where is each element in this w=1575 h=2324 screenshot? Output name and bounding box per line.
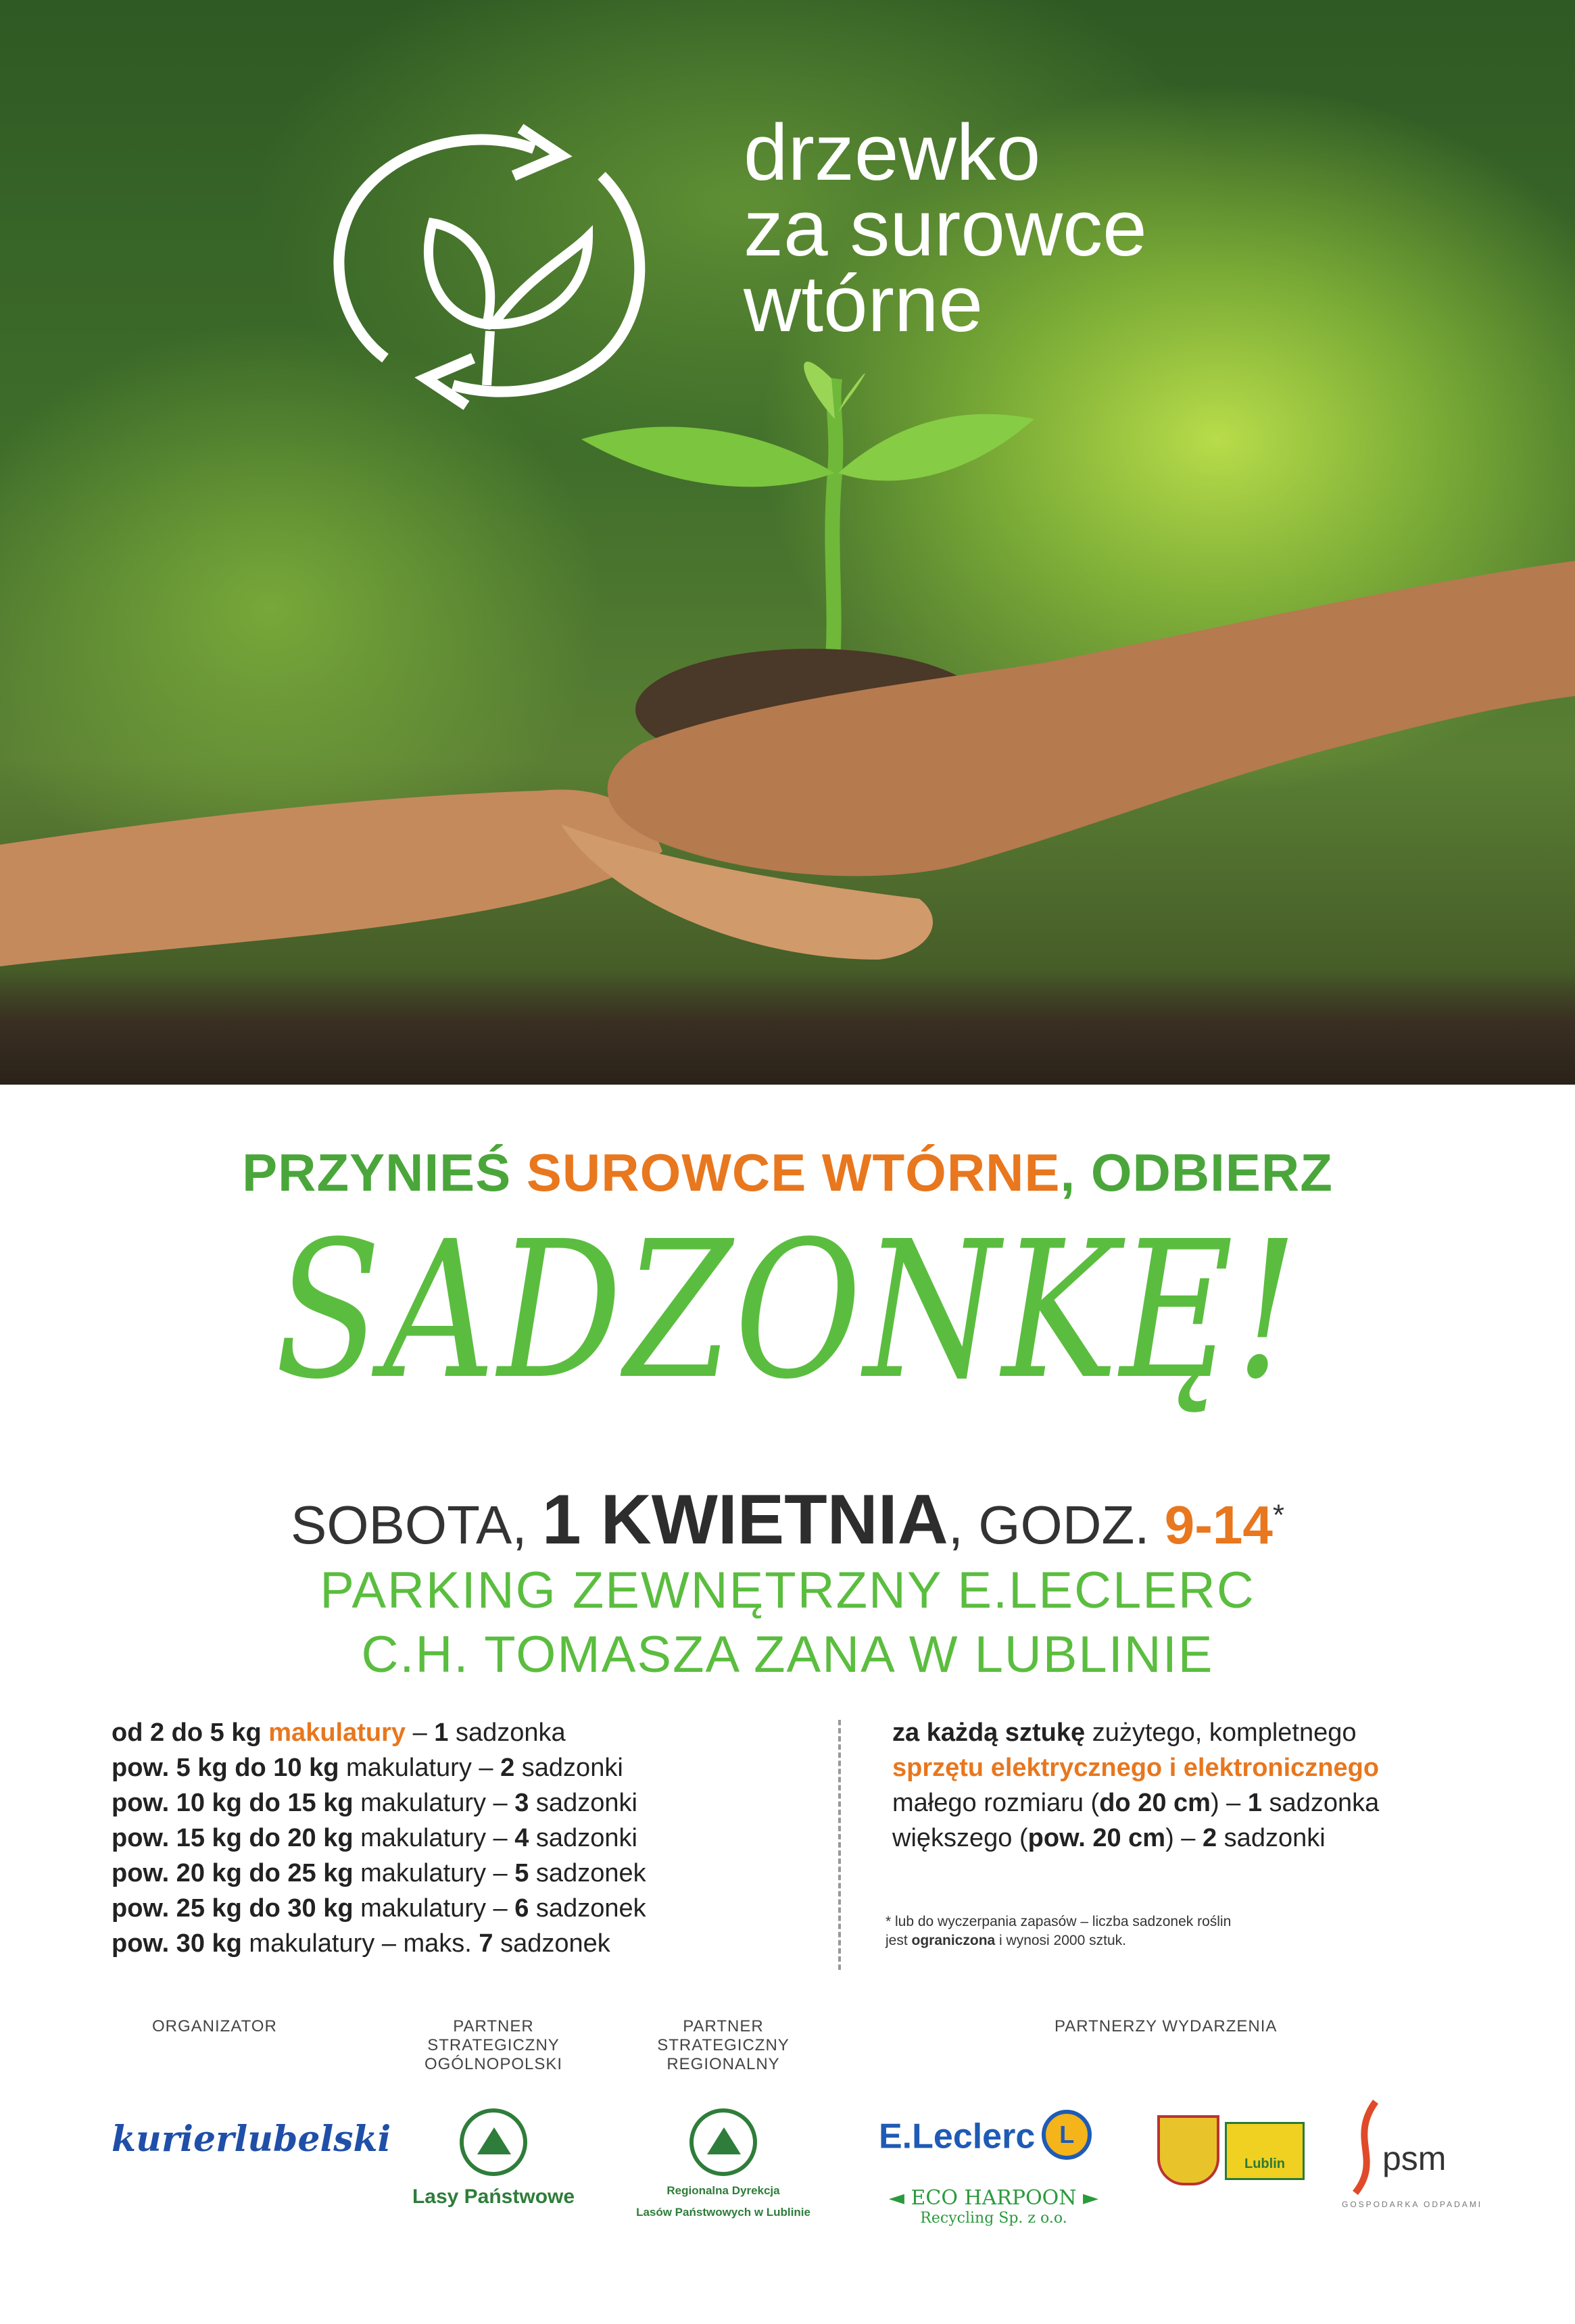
footnote-line-1: * lub do wyczerpania zapasów – liczba sadzonek roślin [886, 1914, 1232, 1929]
rule-range: od 2 do 5 kg [112, 1719, 262, 1747]
rdlp-line-1: Regionalna Dyrekcja [667, 2184, 780, 2197]
rule-range: pow. 20 kg do 25 kg [112, 1859, 354, 1887]
psm-sub: GOSPODARKA ODPADAMI [1342, 2200, 1483, 2209]
rule-range: pow. 5 kg do 10 kg [112, 1754, 339, 1782]
headline-part-3: , ODBIERZ [1060, 1143, 1333, 1202]
heading-line: OGÓLNOPOLSKI [424, 2055, 563, 2073]
soil-strip [0, 970, 1575, 1085]
electro-line-3 [892, 1785, 1379, 1821]
footnote-text: jest [886, 1933, 912, 1948]
lublin-crest-icon [1157, 2115, 1219, 2185]
rule-count: 1 [434, 1719, 449, 1747]
electro-text: ) – [1165, 1824, 1203, 1852]
logo-line-3: wtórne [744, 259, 984, 349]
rule-unit: sadzonki [514, 1754, 623, 1782]
paper-rule [112, 1715, 646, 1750]
partner-national-heading [399, 2017, 588, 2074]
rule-range: pow. 15 kg do 20 kg [112, 1824, 354, 1852]
heading-line: STRATEGICZNY [657, 2036, 790, 2054]
electro-size: pow. 20 cm [1027, 1824, 1166, 1852]
rule-unit: sadzonek [529, 1859, 646, 1887]
rule-count: 7 [479, 1929, 493, 1958]
date-star: * [1272, 1498, 1285, 1532]
event-date [0, 1480, 1575, 1560]
date-prefix: SOBOTA, [290, 1495, 542, 1555]
paper-rules-list [112, 1715, 646, 1961]
footnote-line-2 [886, 1931, 1231, 1950]
electro-text: zużytego, kompletnego [1085, 1719, 1357, 1747]
rule-count: 4 [514, 1824, 529, 1852]
rule-unit: sadzonek [529, 1894, 646, 1923]
rule-unit: sadzonki [529, 1824, 637, 1852]
date-mid: , GODZ. [948, 1495, 1165, 1555]
rule-count: 5 [514, 1859, 529, 1887]
leclerc-ring-icon: L [1042, 2110, 1092, 2160]
rule-material: makulatury – maks. [241, 1929, 479, 1958]
psm-name: psm [1382, 2140, 1447, 2177]
footnote [886, 1912, 1231, 1950]
paper-rule [112, 1926, 646, 1961]
rule-material: makulatury [268, 1719, 406, 1747]
electro-emph: za każdą sztukę [892, 1719, 1086, 1747]
paper-rule [112, 1891, 646, 1926]
heading-line: PARTNER [453, 2017, 534, 2035]
electro-unit: sadzonka [1262, 1789, 1380, 1817]
big-title: SADZONKĘ! [274, 1201, 1301, 1421]
rule-range: pow. 25 kg do 30 kg [112, 1894, 354, 1923]
rule-range: pow. 30 kg [112, 1929, 242, 1958]
eco-sub: Recycling Sp. z o.o. [920, 2210, 1067, 2227]
paper-rule [112, 1785, 646, 1821]
tree-emblem-icon [689, 2108, 757, 2176]
headline [0, 1142, 1575, 1204]
heading-line: STRATEGICZNY [427, 2036, 560, 2054]
leclerc-logo [879, 2114, 1092, 2164]
rule-sep: – [406, 1719, 435, 1747]
electro-text: małego rozmiaru ( [892, 1789, 1100, 1817]
rdlp-lublin-logo [622, 2108, 825, 2219]
heading-line: PARTNER [683, 2017, 764, 2035]
logo-line-2: za surowce [744, 184, 1147, 273]
mpk-name: Lublin [1244, 2156, 1285, 2171]
eco-name: ◄ ECO HARPOON ► [888, 2186, 1099, 2210]
date-day: 1 KWIETNIA [541, 1481, 948, 1559]
electro-text: ) – [1210, 1789, 1248, 1817]
electro-rules [892, 1715, 1379, 1856]
electro-line-1 [892, 1715, 1379, 1750]
event-partners-heading: PARTNERZY WYDARZENIA [1055, 2017, 1278, 2035]
lasy-name: Lasy Państwowe [412, 2185, 575, 2208]
footnote-emph: ograniczona [911, 1933, 996, 1948]
paper-rule [112, 1821, 646, 1856]
electro-text: większego ( [892, 1824, 1028, 1852]
electro-count: 1 [1247, 1789, 1262, 1817]
headline-part-1: PRZYNIEŚ [242, 1143, 527, 1202]
rule-material: makulatury – [339, 1754, 501, 1782]
organizer-heading: ORGANIZATOR [152, 2017, 277, 2035]
leclerc-name: E.Leclerc [879, 2117, 1036, 2156]
recycle-leaf-icon [304, 101, 683, 426]
heading-line: REGIONALNY [667, 2055, 780, 2073]
rule-unit: sadzonki [529, 1789, 637, 1817]
rule-material: makulatury – [353, 1824, 515, 1852]
eco-harpoon-logo [879, 2186, 1109, 2227]
electro-line-2: sprzętu elektrycznego i elektronicznego [892, 1754, 1380, 1782]
hero-photo [0, 0, 1575, 1085]
rule-unit: sadzonka [448, 1719, 566, 1747]
rule-material: makulatury – [353, 1859, 515, 1887]
electro-line-4 [892, 1821, 1379, 1856]
rule-range: pow. 10 kg do 15 kg [112, 1789, 354, 1817]
tree-emblem-icon [460, 2108, 527, 2176]
paper-rule [112, 1856, 646, 1891]
paper-rule [112, 1750, 646, 1785]
electro-count: 2 [1202, 1824, 1217, 1852]
date-hours: 9-14 [1164, 1495, 1273, 1555]
electro-size: do 20 cm [1099, 1789, 1211, 1817]
rule-count: 2 [500, 1754, 515, 1782]
logo-line-1: drzewko [744, 108, 1041, 197]
rule-count: 6 [514, 1894, 529, 1923]
rule-material: makulatury – [353, 1894, 515, 1923]
headline-highlight: SUROWCE WTÓRNE [526, 1143, 1061, 1202]
rdlp-line-2: Lasów Państwowych w Lublinie [636, 2206, 810, 2219]
partner-regional-heading [629, 2017, 818, 2074]
footnote-text: i wynosi 2000 sztuk. [995, 1933, 1126, 1948]
dashed-divider [838, 1720, 841, 1970]
lasy-panstwowe-logo [392, 2108, 595, 2208]
place-line-1: PARKING ZEWNĘTRZNY E.LECLERC [320, 1562, 1255, 1619]
electro-unit: sadzonki [1217, 1824, 1326, 1852]
kurier-lubelski-logo: kurierlubelski [112, 2119, 391, 2160]
rule-unit: sadzonek [493, 1929, 610, 1958]
place-line-2: C.H. TOMASZA ZANA W LUBLINIE [361, 1626, 1214, 1683]
rule-material: makulatury – [353, 1789, 515, 1817]
campaign-logo-text [744, 108, 1147, 349]
rule-count: 3 [514, 1789, 529, 1817]
mpk-lublin-logo [1225, 2122, 1305, 2180]
